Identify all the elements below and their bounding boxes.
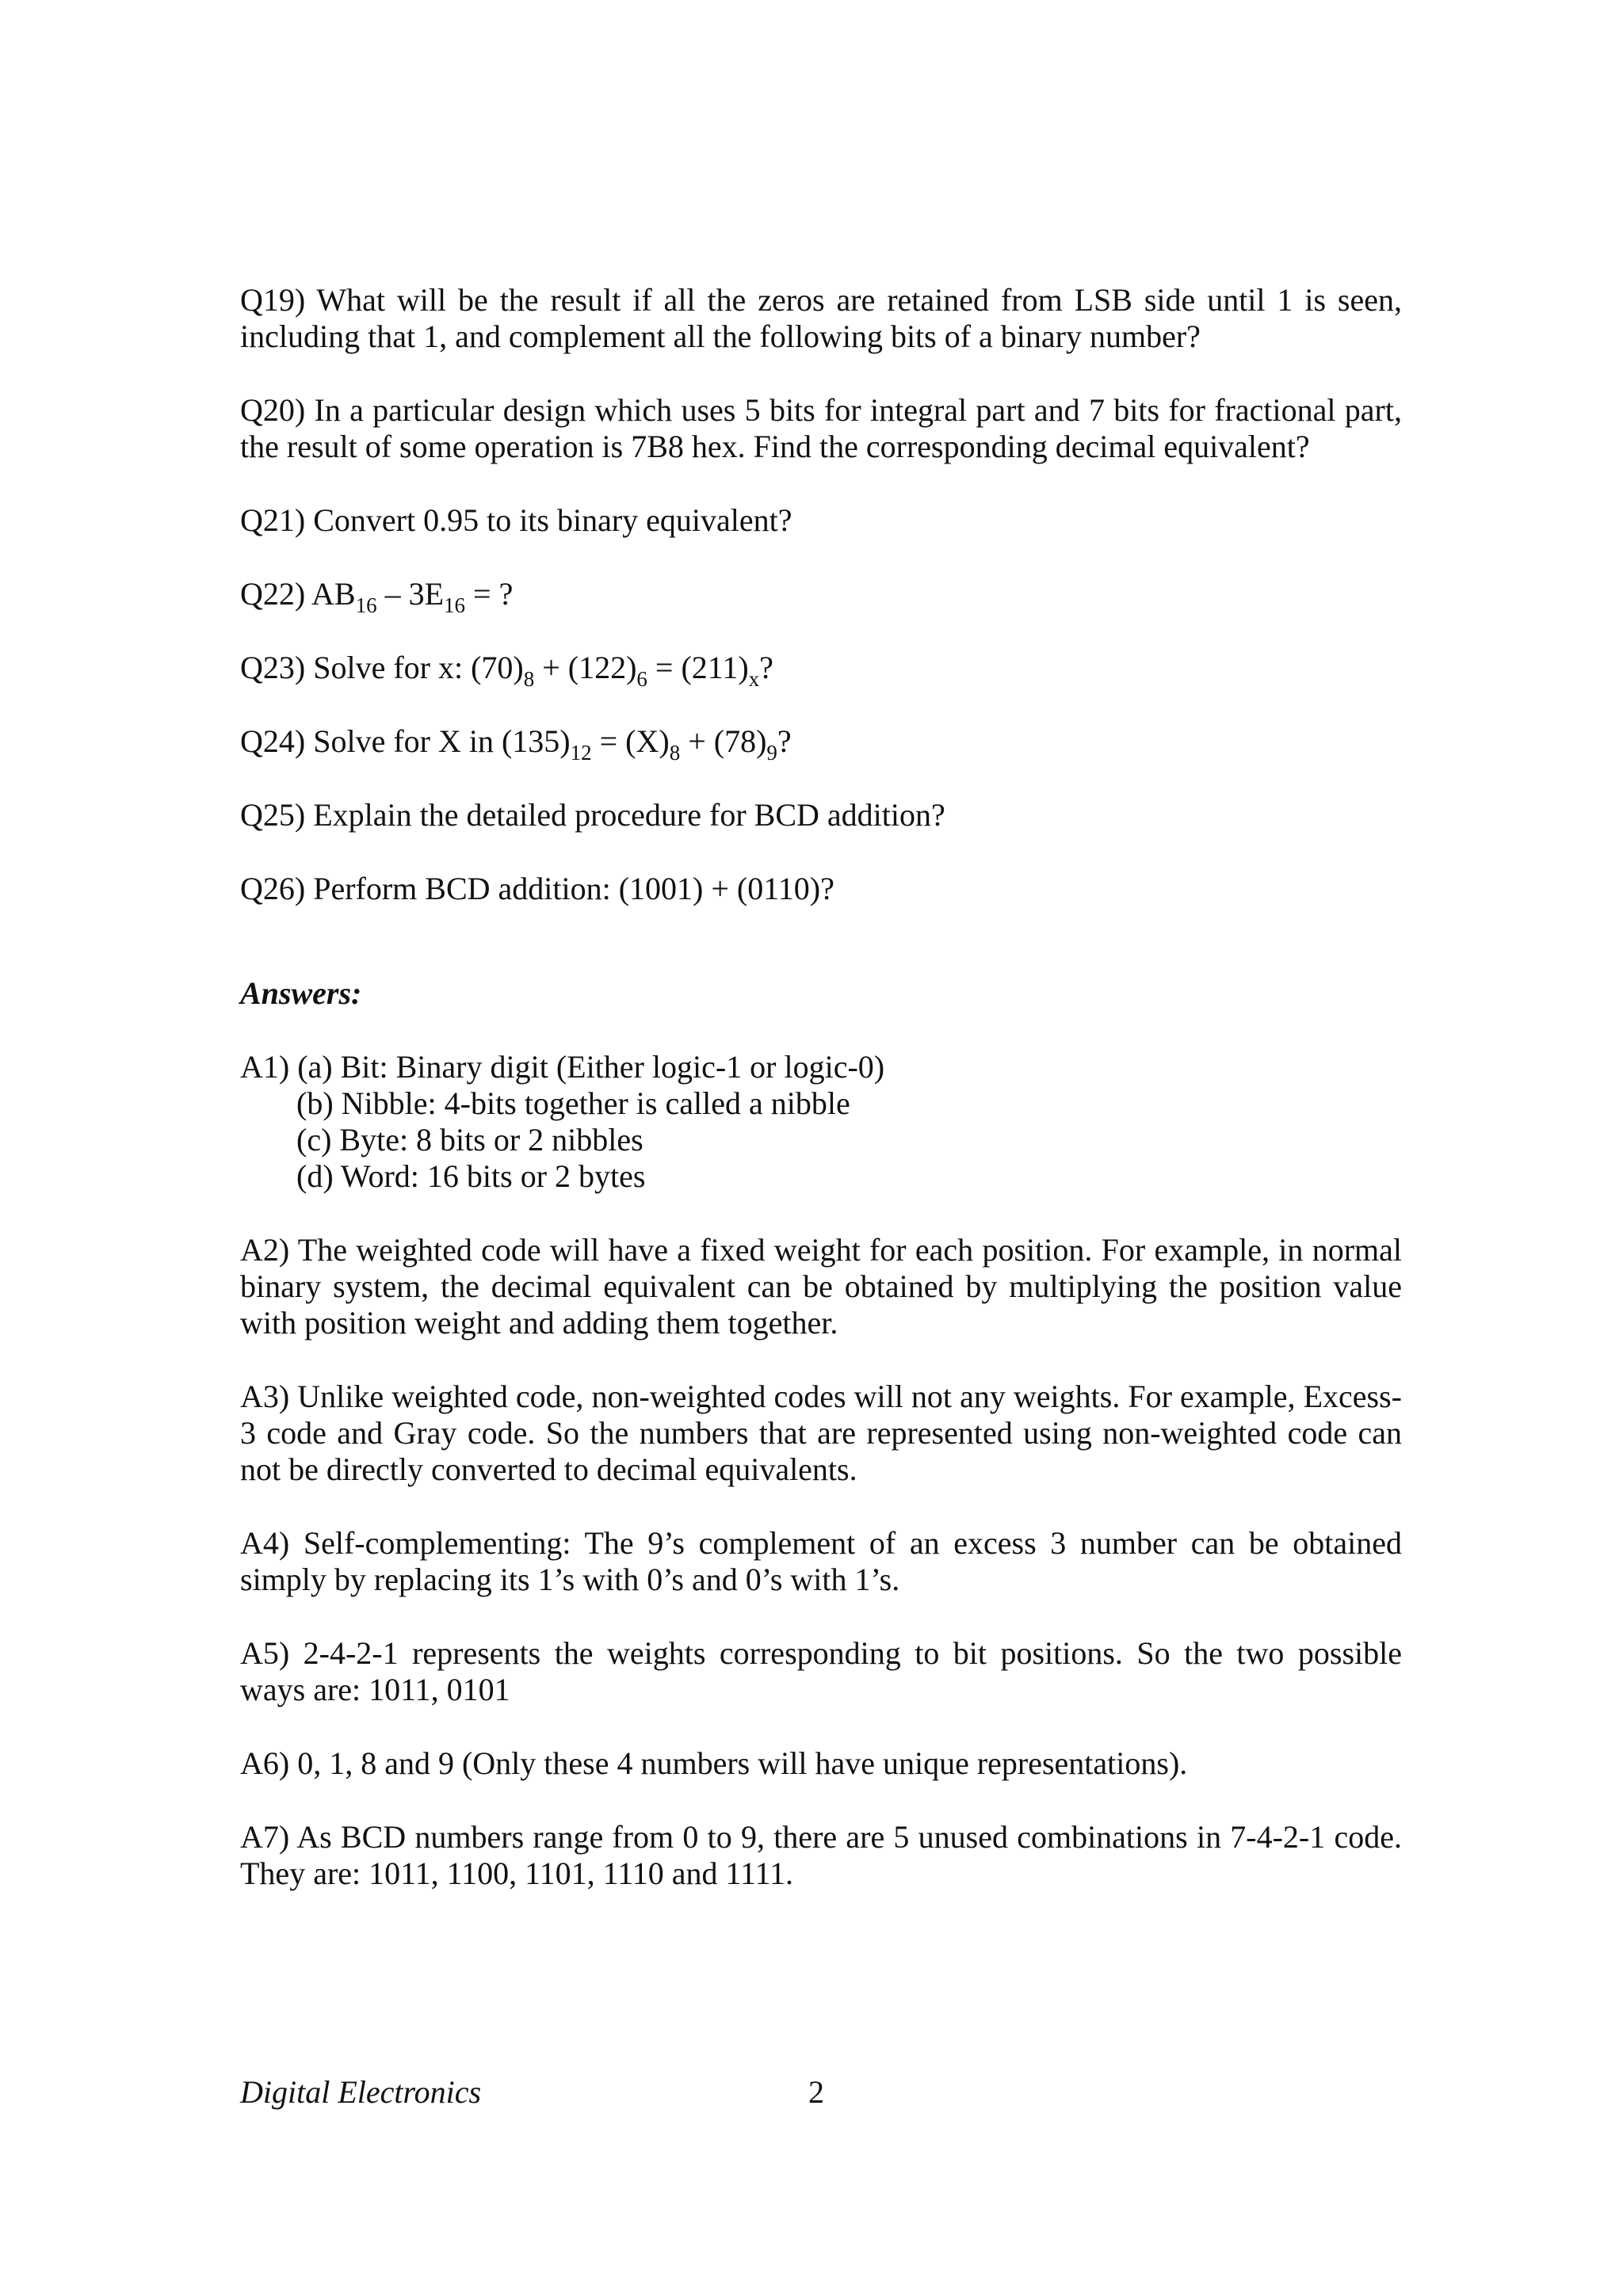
answer-a6: A6) 0, 1, 8 and 9 (Only these 4 numbers will have unique representations).	[240, 1745, 1188, 1781]
a1-line-3: (c) Byte: 8 bits or 2 nibbles	[296, 1122, 643, 1158]
answer-a2: A2) The weighted code will have a fixed weight for each position. For example, in normal binary system, the decimal equivalent can be obtained by multiplying the position value with position weight and adding them together.	[240, 1232, 1402, 1341]
a1-line-4: (d) Word: 16 bits or 2 bytes	[296, 1158, 646, 1194]
q23-subscript-2: 6	[636, 667, 647, 691]
question-q20: Q20) In a particular design which uses 5 bits for integral part and 7 bits for fractional part, the result of some operation is 7B8 hex. Find the corresponding decimal equivalent?	[240, 392, 1402, 464]
question-q21: Q21) Convert 0.95 to its binary equivalent?	[240, 502, 792, 538]
q23-prefix: Q23) Solve for x: (70)	[240, 650, 524, 685]
question-q26: Q26) Perform BCD addition: (1001) + (0110)?	[240, 871, 834, 906]
question-q25: Q25) Explain the detailed procedure for BCD addition?	[240, 797, 945, 833]
question-q22	[240, 576, 1402, 617]
q23-middle-1: + (122)	[534, 650, 637, 685]
q22-subscript-2: 16	[444, 593, 466, 617]
q22-middle: – 3E	[376, 576, 445, 612]
q24-middle-1: = (X)	[591, 723, 670, 759]
question-q23	[240, 650, 1402, 691]
answer-a4: A4) Self-complementing: The 9’s complement of an excess 3 number can be obtained simply by replacing its 1’s with 0’s and 0’s with 1’s.	[240, 1525, 1402, 1597]
q22-prefix: Q22) AB	[240, 576, 356, 612]
q22-subscript-1: 16	[355, 593, 377, 617]
page-body	[240, 282, 1402, 1929]
question-q24	[240, 723, 1402, 765]
answer-a3: A3) Unlike weighted code, non-weighted codes will not any weights. For example, Excess-3 code and Gray code. So the numbers that are represented using non-weighted code can not be directly converted to decimal equivalents.	[240, 1379, 1402, 1487]
q24-subscript-3: 9	[766, 741, 777, 765]
q22-suffix: = ?	[465, 576, 514, 612]
q24-subscript-2: 8	[669, 741, 681, 765]
a1-line-1: A1) (a) Bit: Binary digit (Either logic-1 or logic-0)	[240, 1049, 885, 1085]
q23-middle-2: = (211)	[647, 650, 749, 685]
q23-suffix: ?	[759, 650, 773, 685]
answer-a7: A7) As BCD numbers range from 0 to 9, there are 5 unused combinations in 7-4-2-1 code. They are: 1011, 1100, 1101, 1110 and 1111.	[240, 1819, 1402, 1891]
q24-subscript-1: 12	[570, 741, 592, 765]
answer-a1	[240, 1049, 1402, 1195]
answers-heading: Answers:	[240, 975, 362, 1011]
q24-suffix: ?	[777, 723, 792, 759]
q24-prefix: Q24) Solve for X in (135)	[240, 723, 571, 759]
page-number: 2	[808, 2074, 824, 2110]
a1-line-2: (b) Nibble: 4-bits together is called a nibble	[296, 1085, 850, 1121]
q23-subscript-1: 8	[523, 667, 535, 691]
q24-middle-2: + (78)	[680, 723, 767, 759]
answer-a5: A5) 2-4-2-1 represents the weights corresponding to bit positions. So the two possible ways are: 1011, 0101	[240, 1635, 1402, 1707]
q23-subscript-3: x	[748, 667, 760, 691]
question-q19: Q19) What will be the result if all the zeros are retained from LSB side until 1 is seen, including that 1, and complement all the following bits of a binary number?	[240, 282, 1402, 354]
footer-title: Digital Electronics	[240, 2074, 482, 2110]
